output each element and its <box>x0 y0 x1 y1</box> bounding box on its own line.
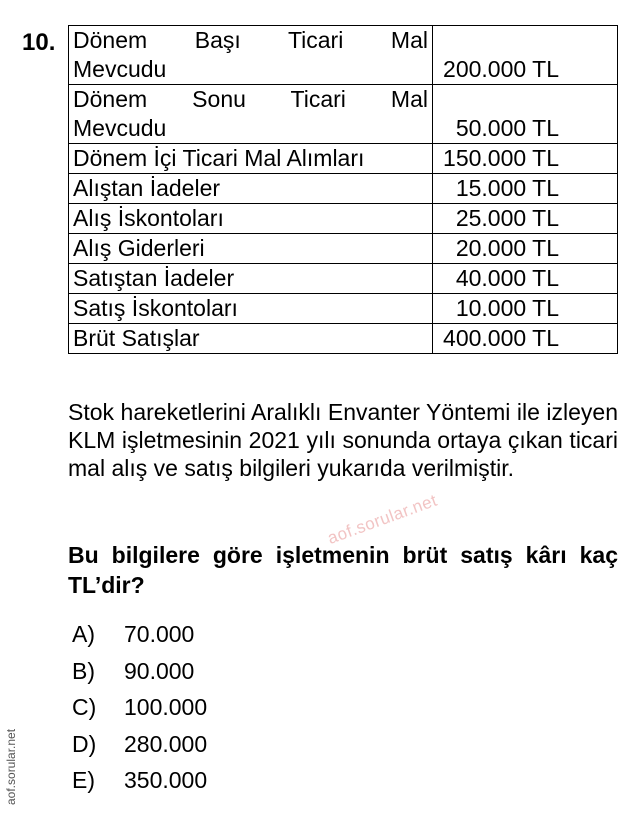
table-cell-value: 400.000 TL <box>433 324 618 354</box>
table-cell-value: 25.000 TL <box>433 204 618 234</box>
answer-options <box>72 616 207 799</box>
option-c[interactable] <box>72 689 207 726</box>
table-cell-label <box>69 85 433 144</box>
table-row <box>69 174 618 204</box>
table-cell-label: Satış İskontoları <box>69 294 433 324</box>
option-b[interactable] <box>72 653 207 690</box>
table-row <box>69 85 618 144</box>
option-letter: C) <box>72 694 97 720</box>
table-row <box>69 144 618 174</box>
option-letter: D) <box>72 730 97 757</box>
label-line-2: Mevcudu <box>73 56 167 82</box>
table-cell-value: 150.000 TL <box>433 144 618 174</box>
table-cell-label: Alış Giderleri <box>69 234 433 264</box>
table-cell-label: Alıştan İadeler <box>69 174 433 204</box>
table-row <box>69 26 618 85</box>
table-cell-value: 40.000 TL <box>433 264 618 294</box>
question-number: 10. <box>22 29 56 56</box>
table-cell-label: Satıştan İadeler <box>69 264 433 294</box>
table-row <box>69 204 618 234</box>
table-cell-label: Dönem İçi Ticari Mal Alımları <box>69 144 433 174</box>
table-cell-label: Brüt Satışlar <box>69 324 433 354</box>
table-cell-value: 200.000 TL <box>433 26 618 85</box>
option-text: 90.000 <box>124 657 195 684</box>
table-row <box>69 324 618 354</box>
table-cell-value: 50.000 TL <box>433 85 618 144</box>
option-text: 70.000 <box>124 621 195 647</box>
table-row <box>69 234 618 264</box>
question-context: Stok hareketlerini Aralıklı Envanter Yöntemi ile izleyen KLM işletmesinin 2021 yılı sonunda ortaya çıkan ticari mal alış ve satış bilgileri yukarıda verilmiştir. <box>68 399 618 481</box>
table-cell-label: Alış İskontoları <box>69 204 433 234</box>
option-text: 100.000 <box>124 694 208 720</box>
data-table <box>68 25 618 354</box>
table-row <box>69 264 618 294</box>
label-line-1: Dönem Başı Ticari Mal <box>73 27 428 53</box>
table-row <box>69 294 618 324</box>
option-text: 280.000 <box>124 730 208 757</box>
option-letter: A) <box>72 621 95 647</box>
table-cell-value: 20.000 TL <box>433 234 618 264</box>
watermark-text: aof.sorular.net <box>325 490 440 548</box>
option-a[interactable] <box>72 616 207 653</box>
table-cell-value: 15.000 TL <box>433 174 618 204</box>
question-stem: Bu bilgilere göre işletmenin brüt satış kârı kaç TL’dir? <box>68 542 618 598</box>
table-cell-value: 10.000 TL <box>433 294 618 324</box>
option-letter: E) <box>72 767 95 793</box>
option-letter: B) <box>72 657 95 684</box>
side-credit-text: aof.sorular.net <box>4 728 18 805</box>
label-line-1: Dönem Sonu Ticari Mal <box>73 86 428 112</box>
label-line-2: Mevcudu <box>73 115 167 141</box>
table-cell-label <box>69 26 433 85</box>
option-e[interactable] <box>72 762 207 799</box>
option-text: 350.000 <box>124 767 208 793</box>
option-d[interactable] <box>72 726 207 763</box>
